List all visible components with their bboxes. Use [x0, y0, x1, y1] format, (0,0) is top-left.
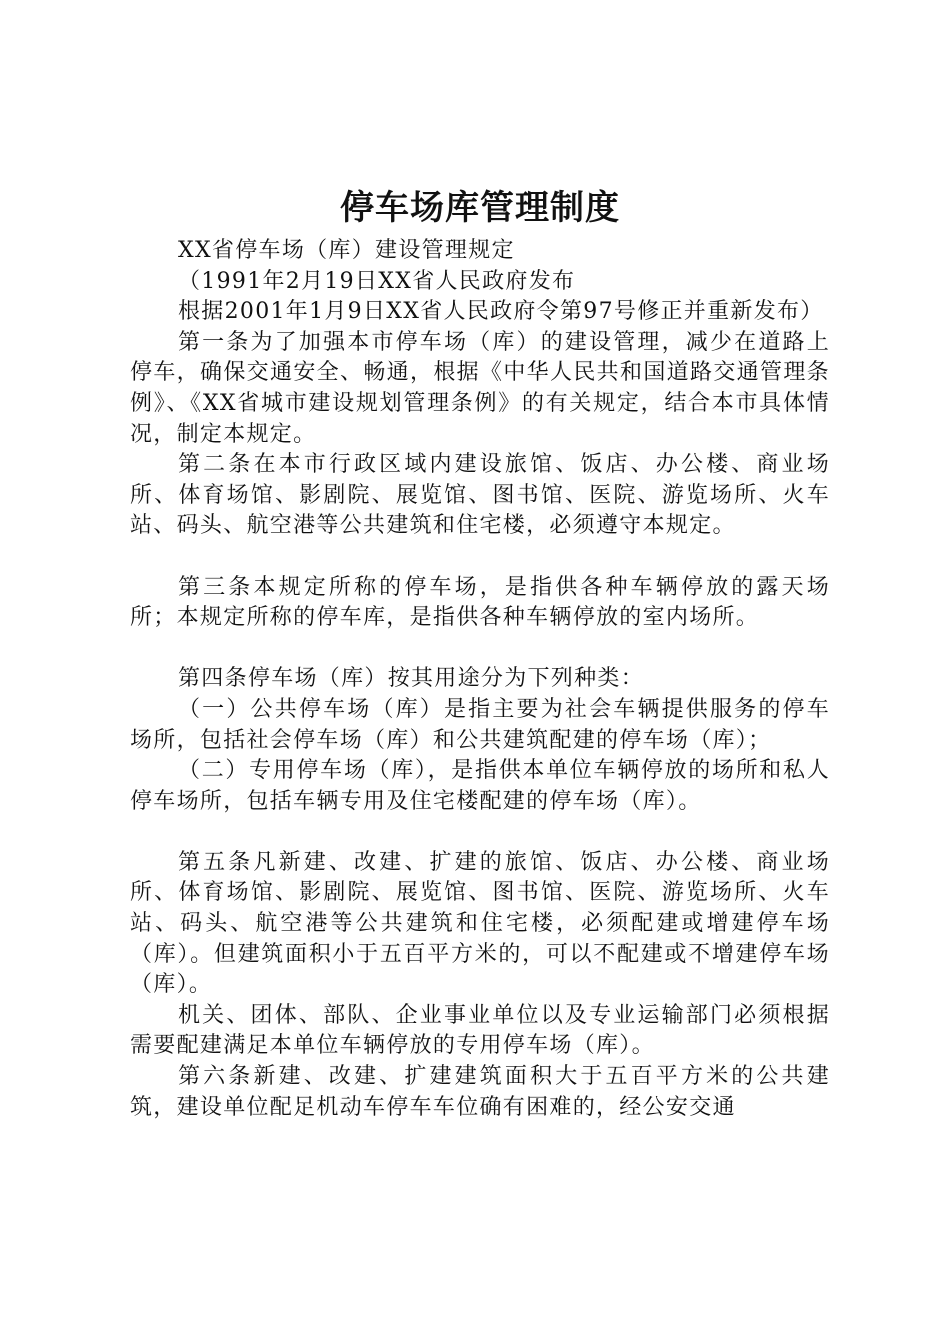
- document-page: [130, 180, 830, 1123]
- paragraph-article-4-item-1: （一）公共停车场（库）是指主要为社会车辆提供服务的停车场所，包括社会停车场（库）和公共建筑配建的停车场（库）；: [130, 696, 830, 753]
- paragraph-article-4-item-2: （二）专用停车场（库），是指供本单位车辆停放的场所和私人停车场所，包括车辆专用及住宅楼配建的停车场（库）。: [130, 758, 830, 814]
- paragraph-article-5-clause-2: 机关、团体、部队、企业事业单位以及专业运输部门必须根据需要配建满足本单位车辆停放的专用停车场（库）。: [130, 1002, 830, 1059]
- paragraph-article-5: 第五条凡新建、改建、扩建的旅馆、饭店、办公楼、商业场所、体育场馆、影剧院、展览馆、图书馆、医院、游览场所、火车站、码头、航空港等公共建筑和住宅楼，必须配建或增建停车场（库）。但建筑面积小于五百平方米的，可以不配建或不增建停车场（库）。: [130, 849, 830, 998]
- paragraph-article-4: 第四条停车场（库）按其用途分为下列种类：: [178, 666, 645, 692]
- paragraph-article-3: 第三条本规定所称的停车场，是指供各种车辆停放的露天场所；本规定所称的停车库，是指供各种车辆停放的室内场所。: [130, 574, 830, 631]
- paragraph-issue-date: （1991年2月19日XX省人民政府发布: [178, 268, 576, 294]
- paragraph-article-1: 第一条为了加强本市停车场（库）的建设管理，减少在道路上停车，确保交通安全、畅通，根据《中华人民共和国道路交通管理条例》、《XX省城市建设规划管理条例》的有关规定，结合本市具体情况，制定本规定。: [130, 329, 830, 447]
- paragraph-article-6: 第六条新建、改建、扩建建筑面积大于五百平方米的公共建筑，建设单位配足机动车停车车位确有困难的，经公安交通: [130, 1064, 830, 1120]
- paragraph-amendment: 根据2001年1月9日XX省人民政府令第97号修正并重新发布）: [178, 299, 824, 325]
- paragraph-heading: XX省停车场（库）建设管理规定: [178, 238, 515, 263]
- paragraph-article-2: 第二条在本市行政区域内建设旅馆、饭店、办公楼、商业场所、体育场馆、影剧院、展览馆、图书馆、医院、游览场所、火车站、码头、航空港等公共建筑和住宅楼，必须遵守本规定。: [130, 452, 830, 539]
- document-title: 停车场库管理制度: [340, 188, 620, 228]
